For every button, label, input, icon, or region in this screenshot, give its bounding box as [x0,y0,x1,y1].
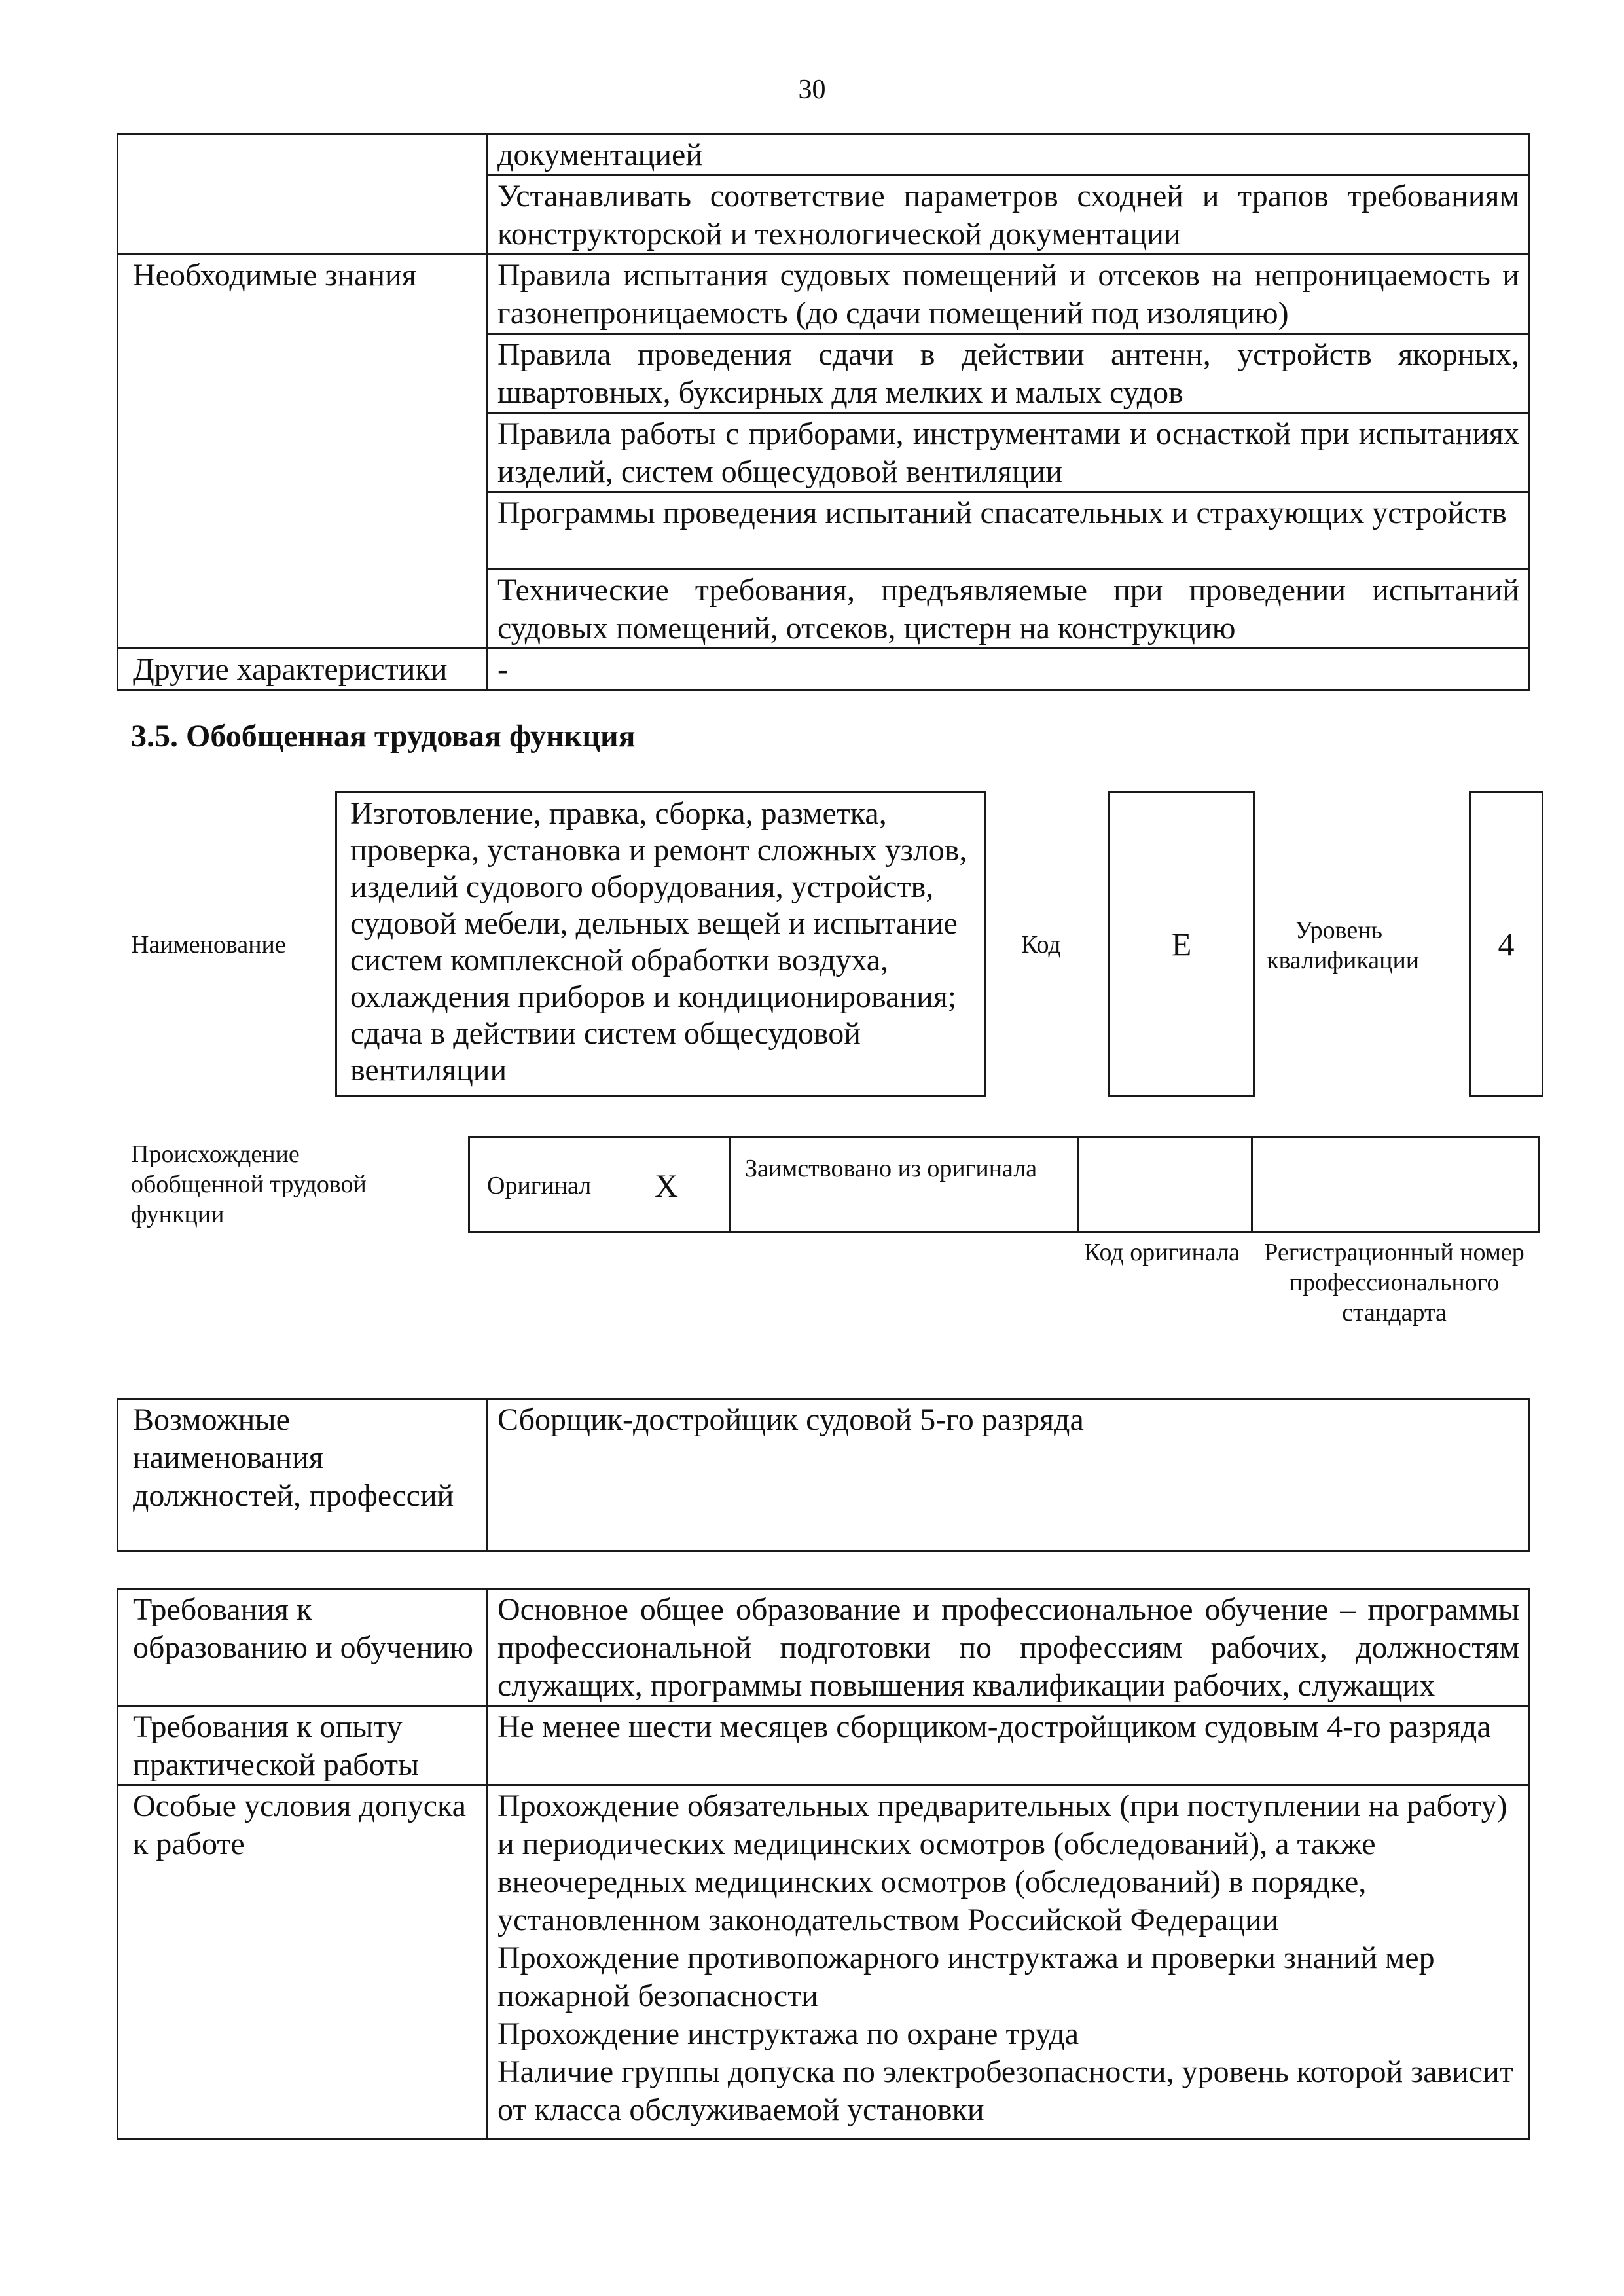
original-label: Оригинал [487,1172,592,1199]
conditions-cell [488,1785,1530,2139]
table-cell: Правила работы с приборами, инструментами и оснасткой при испытаниях изделий, систем общесудовой вентиляции [488,413,1530,492]
table-cell: Устанавливать соответствие параметров сходней и трапов требованиям конструкторской и технологической документации [488,175,1530,255]
table-row [118,255,1530,334]
original-mark: X [655,1167,679,1204]
knowledge-table [117,133,1530,691]
function-name-text: Изготовление, правка, сборка, разметка, проверка, установка и ремонт сложных узлов, изделий судового оборудования, устройств, судовой мебели, дельных вещей и испытание систем комплексной обработки воздуха, охлаждения приборов и кондиционирования; сдача в действии систем общесудовой вентиляции [350,796,967,1087]
condition-item: Прохождение обязательных предварительных (при поступлении на работу) и периодических медицинских осмотров (обследований), а также внеочередных медицинских осмотров (обследований) в порядке, установленном законодательством Российской Федерации [497,1789,1507,1937]
code-label: Код [1021,931,1061,958]
section-title: 3.5. Обобщенная трудовая функция [131,719,636,754]
positions-value: Сборщик-достройщик судовой 5-го разряда [488,1399,1530,1551]
condition-item: Наличие группы допуска по электробезопасности, уровень которой зависит от класса обслуживаемой установки [497,2054,1513,2127]
origin-divider [729,1138,731,1231]
table-row [118,649,1530,690]
table-cell: документацией [488,134,1530,175]
code-box [1108,791,1255,1097]
table-cell: Правила испытания судовых помещений и отсеков на непроницаемость и газонепроницаемость (до сдачи помещений под изоляцию) [488,255,1530,334]
table-cell: - [488,649,1530,690]
origin-divider [1251,1138,1253,1231]
other-characteristics-label: Другие характеристики [118,649,488,690]
education-label: Требования к образованию и обучению [118,1589,488,1706]
experience-label: Требования к опыту практической работы [118,1706,488,1785]
condition-item: Прохождение противопожарного инструктажа и проверки знаний мер пожарной безопасности [497,1941,1435,2013]
borrowed-label: Заимствовано из оригинала [745,1155,1038,1182]
table-cell: Правила проведения сдачи в действии антенн, устройств якорных, швартовных, буксирных для мелких и малых судов [488,334,1530,413]
code-original-caption: Код оригинала [1084,1239,1240,1266]
knowledge-label: Необходимые знания [118,255,488,649]
education-value: Основное общее образование и профессиональное обучение – программы профессиональной подготовки по профессиям рабочих, должностям служащих, программы повышения квалификации рабочих, служащих [488,1589,1530,1706]
table-label-cell [118,134,488,255]
level-box [1469,791,1543,1097]
code-value: E [1171,926,1192,962]
table-row [118,1399,1530,1551]
requirements-table [117,1588,1530,2140]
positions-table [117,1398,1530,1552]
origin-box [468,1136,1540,1233]
table-row [118,1706,1530,1785]
table-row [118,134,1530,175]
conditions-label: Особые условия допуска к работе [118,1785,488,2139]
table-cell: Технические требования, предъявляемые при проведении испытаний судовых помещений, отсеков, цистерн на конструкцию [488,570,1530,649]
level-label: Уровень квалификации [1267,917,1420,974]
origin-divider [1077,1138,1079,1231]
condition-item: Прохождение инструктажа по охране труда [497,2016,1079,2051]
table-cell: Программы проведения испытаний спасательных и страхующих устройств [488,492,1530,570]
experience-value: Не менее шести месяцев сборщиком-достройщиком судовым 4-го разряда [488,1706,1530,1785]
page-number: 30 [798,75,826,105]
table-row [118,1785,1530,2139]
origin-label: Происхождение обобщенной трудовой функции [131,1140,367,1228]
positions-label: Возможные наименования должностей, профессий [118,1399,488,1551]
level-value: 4 [1498,926,1515,962]
function-name-box [335,791,986,1097]
name-label: Наименование [131,931,286,958]
table-row [118,1589,1530,1706]
registration-caption: Регистрационный номер профессионального стандарта [1264,1239,1525,1326]
